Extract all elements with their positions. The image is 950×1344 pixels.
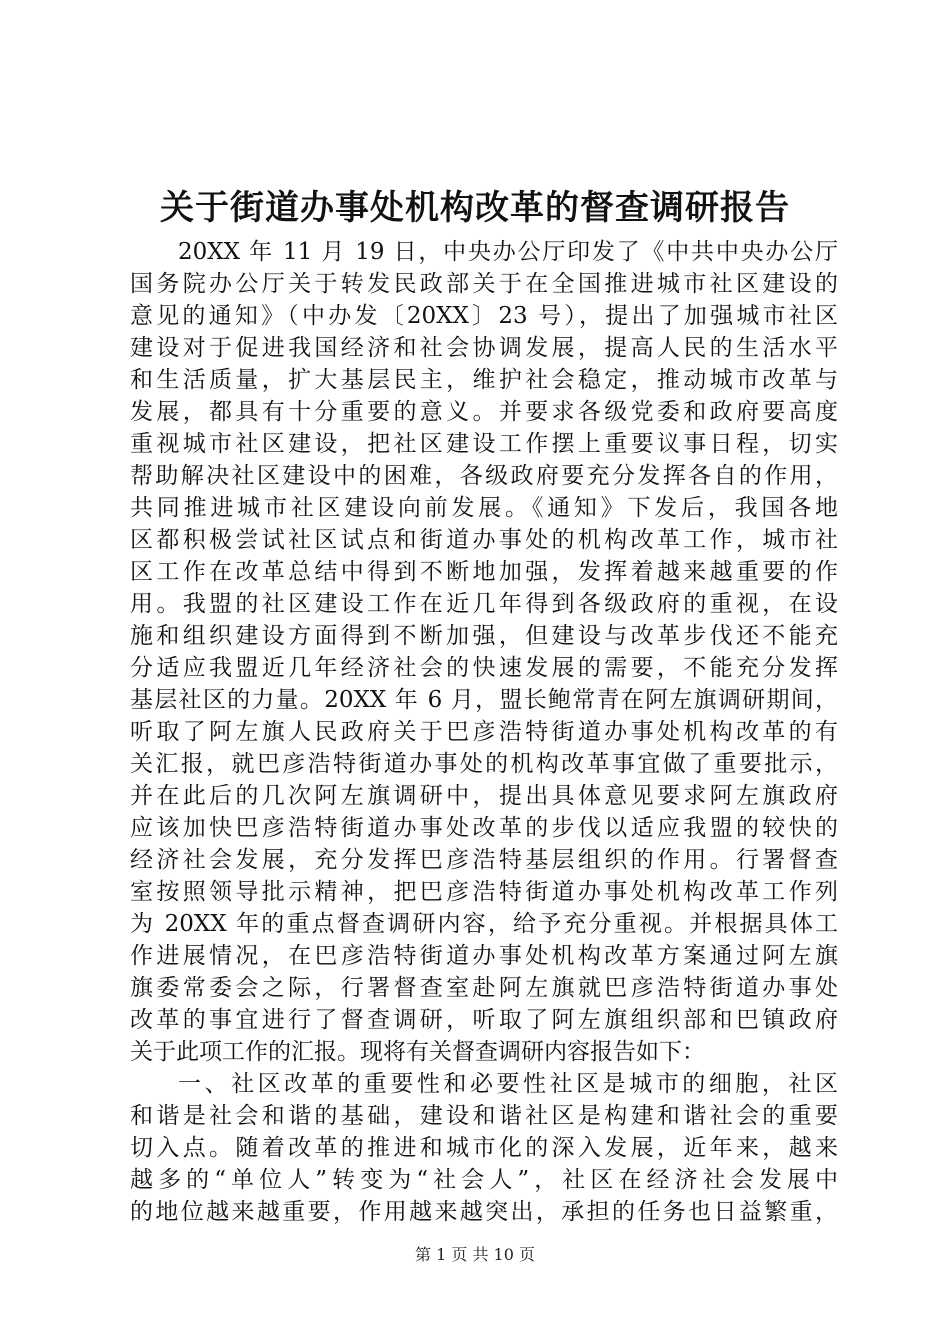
body-line: 为 20XX 年的重点督查调研内容，给予充分重视。并根据具体工	[130, 911, 838, 937]
body-line: 共同推进城市社区建设向前发展。《通知》下发后，我国各地	[130, 495, 838, 521]
body-line: 20XX 年 11 月 19 日，中央办公厅印发了《中共中央办公厅	[178, 239, 838, 265]
body-line: 和生活质量，扩大基层民主，维护社会稳定，推动城市改革与	[130, 367, 838, 393]
body-line: 听取了阿左旗人民政府关于巴彦浩特街道办事处机构改革的有	[130, 719, 838, 745]
body-line: 意见的通知》（中办发〔20XX〕23 号），提出了加强城市社区	[130, 303, 838, 329]
body-line: 关汇报，就巴彦浩特街道办事处的机构改革事宜做了重要批示，	[130, 751, 838, 777]
body-line: 区工作在改革总结中得到不断地加强，发挥着越来越重要的作	[130, 559, 838, 585]
body-line: 建设对于促进我国经济和社会协调发展，提高人民的生活水平	[130, 335, 838, 361]
body-line: 用。我盟的社区建设工作在近几年得到各级政府的重视，在设	[130, 591, 838, 617]
body-line: 应该加快巴彦浩特街道办事处改革的步伐以适应我盟的较快的	[130, 815, 838, 841]
body-line: 区都积极尝试社区试点和街道办事处的机构改革工作，城市社	[130, 527, 838, 553]
body-line: 分适应我盟近几年经济社会的快速发展的需要，不能充分发挥	[130, 655, 838, 681]
body-line: 的地位越来越重要，作用越来越突出，承担的任务也日益繁重，	[130, 1199, 838, 1225]
body-line: 并在此后的几次阿左旗调研中，提出具体意见要求阿左旗政府	[130, 783, 838, 809]
body-line: 作进展情况，在巴彦浩特街道办事处机构改革方案通过阿左旗	[130, 943, 838, 969]
body-line: 一、社区改革的重要性和必要性社区是城市的细胞，社区	[178, 1071, 838, 1097]
body-line: 旗委常委会之际，行署督查室赴阿左旗就巴彦浩特街道办事处	[130, 975, 838, 1001]
body-line: 越多的“单位人”转变为“社会人”，社区在经济社会发展中	[130, 1167, 838, 1193]
body-line: 发展，都具有十分重要的意义。并要求各级党委和政府要高度	[130, 399, 838, 425]
body-line: 国务院办公厅关于转发民政部关于在全国推进城市社区建设的	[130, 271, 838, 297]
body-line: 关于此项工作的汇报。现将有关督查调研内容报告如下：	[130, 1039, 705, 1065]
body-line: 和谐是社会和谐的基础，建设和谐社区是构建和谐社会的重要	[130, 1103, 838, 1129]
body-line: 基层社区的力量。20XX 年 6 月，盟长鲍常青在阿左旗调研期间，	[130, 687, 838, 713]
body-line: 施和组织建设方面得到不断加强，但建设与改革步伐还不能充	[130, 623, 838, 649]
body-line: 室按照领导批示精神，把巴彦浩特街道办事处机构改革工作列	[130, 879, 838, 905]
document-title: 关于街道办事处机构改革的督查调研报告	[160, 188, 790, 228]
page-footer: 第 1 页 共 10 页	[415, 1245, 535, 1264]
body-line: 帮助解决社区建设中的困难，各级政府要充分发挥各自的作用，	[130, 463, 838, 489]
body-line: 切入点。随着改革的推进和城市化的深入发展，近年来，越来	[130, 1135, 838, 1161]
document-body	[130, 236, 838, 1228]
body-line: 经济社会发展，充分发挥巴彦浩特基层组织的作用。行署督查	[130, 847, 838, 873]
body-line: 改革的事宜进行了督查调研，听取了阿左旗组织部和巴镇政府	[130, 1007, 838, 1033]
body-line: 重视城市社区建设，把社区建设工作摆上重要议事日程，切实	[130, 431, 838, 457]
